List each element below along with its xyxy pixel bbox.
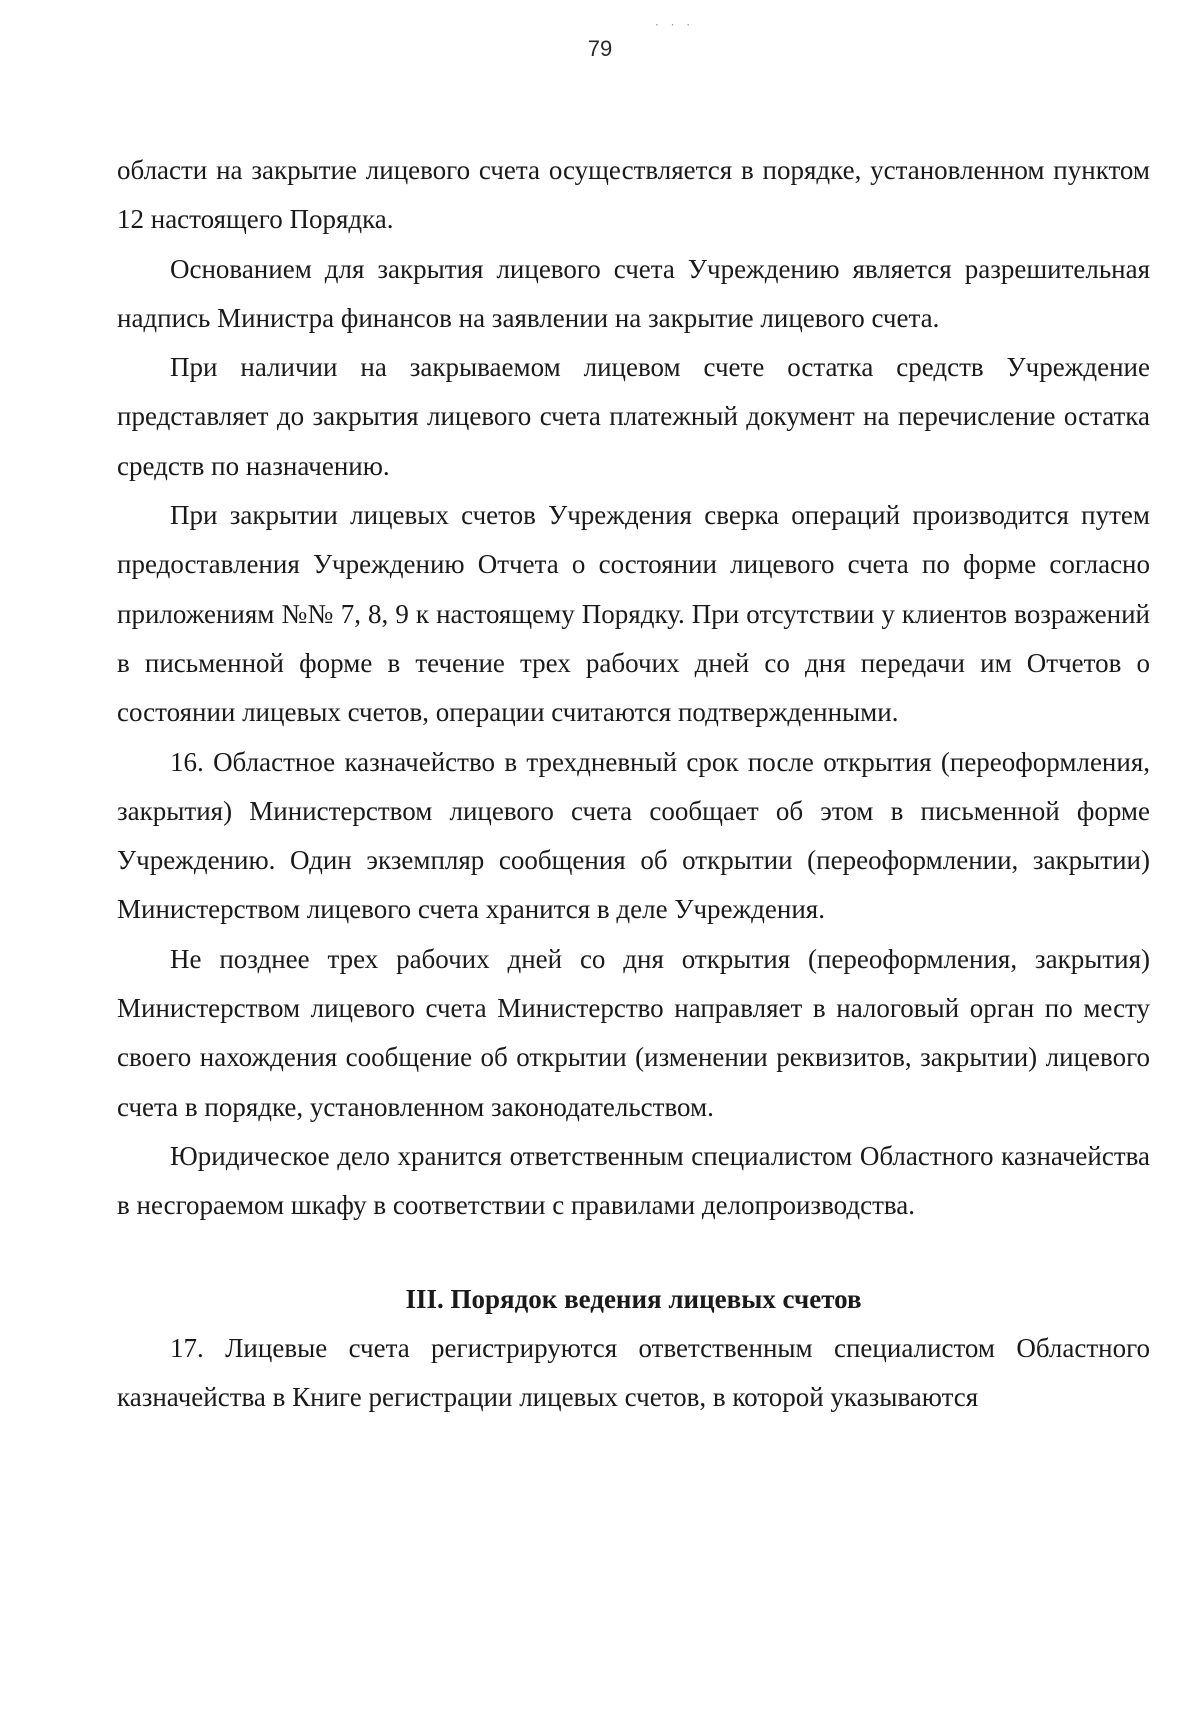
paragraph: При закрытии лицевых счетов Учреждения сверка операций производится путем предоставления Учреждению Отчета о состоянии лицевого счета по форме согласно приложениям №№ 7, 8, 9 к настоящему Порядку. При отсутствии у клиентов возражений в письменной форме в течение трех рабочих дней со дня передачи им Отчетов о состоянии лицевых счетов, операции считаются подтвержденными. [117,500,1150,728]
page-number: 79 [587,36,613,61]
paragraph: Не позднее трех рабочих дней со дня открытия (переоформления, закрытия) Министерством лицевого счета Министерство направляет в налоговый орган по месту своего нахождения сообщение об открытии (изменении реквизитов, закрытии) лицевого счета в порядке, установленном законодательством. [117,943,1150,1122]
document-body [117,146,1150,1422]
paragraph: области на закрытие лицевого счета осуществляется в порядке, установленном пунктом 12 настоящего Порядка. [117,155,1150,235]
section-heading: III. Порядок ведения лицевых счетов [405,1283,862,1314]
paragraph-item-16: 16. Областное казначейство в трехдневный срок после открытия (переоформления, закрытия) Министерством лицевого счета сообщает об этом в письменной форме Учреждению. Один экземпляр сообщения об открытии (переоформлении, закрытии) Министерством лицевого счета хранится в деле Учреждения. [117,746,1150,925]
paragraph-item-17: 17. Лицевые счета регистрируются ответственным специалистом Областного казначейства в Книге регистрации лицевых счетов, в которой указываются [117,1332,1150,1413]
paragraph: При наличии на закрываемом лицевом счете остатка средств Учреждение представляет до закрытия лицевого счета платежный документ на перечисление остатка средств по назначению. [117,352,1150,481]
scan-artifact: · · · [655,18,695,32]
paragraph: Юридическое дело хранится ответственным специалистом Областного казначейства в несгораемом шкафу в соответствии с правилами делопроизводства. [117,1140,1150,1221]
paragraph: Основанием для закрытия лицевого счета Учреждению является разрешительная надпись Министра финансов на заявлении на закрытие лицевого счета. [117,253,1150,333]
